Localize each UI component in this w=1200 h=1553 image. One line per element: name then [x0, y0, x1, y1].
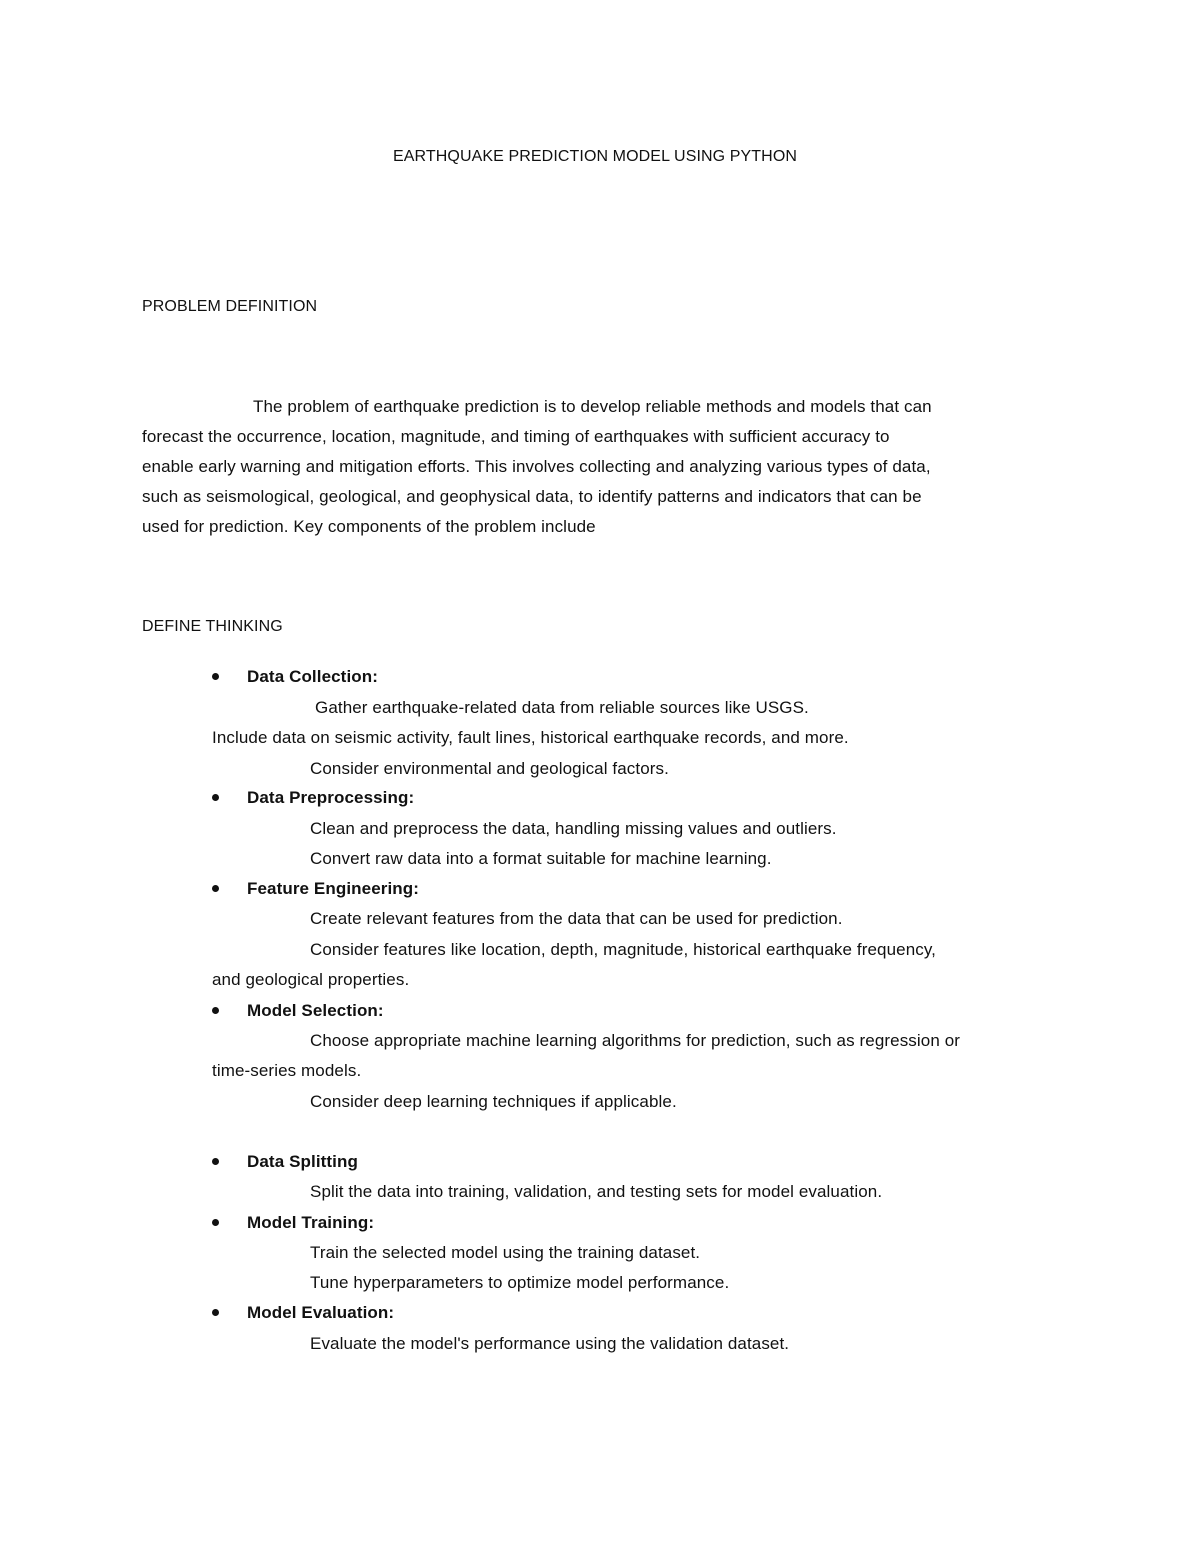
document-title: EARTHQUAKE PREDICTION MODEL USING PYTHON [392, 148, 798, 165]
list-item-label: Model Training: [247, 1213, 375, 1232]
list-item-line: Include data on seismic activity, fault lines, historical earthquake records, and more. [212, 728, 849, 747]
list-item-line: Train the selected model using the training dataset. [310, 1243, 701, 1262]
define-thinking-heading: DEFINE THINKING [142, 618, 283, 635]
list-item-label: Data Collection: [247, 667, 379, 686]
bullet-icon [212, 1158, 219, 1165]
list-item-line: Choose appropriate machine learning algorithms for prediction, such as regression or [310, 1031, 961, 1050]
list-item-label: Feature Engineering: [247, 879, 420, 898]
bullet-icon [212, 1219, 219, 1226]
paragraph-line: used for prediction. Key components of the problem include [142, 517, 596, 536]
bullet-icon [212, 1007, 219, 1014]
bullet-icon [212, 1309, 219, 1316]
list-item-line: Create relevant features from the data that can be used for prediction. [310, 909, 843, 928]
list-item-label: Model Selection: [247, 1001, 384, 1020]
list-item-line: Clean and preprocess the data, handling missing values and outliers. [310, 819, 837, 838]
list-item-line: time-series models. [212, 1061, 362, 1080]
list-item-line: Convert raw data into a format suitable for machine learning. [310, 849, 772, 868]
list-item-label: Data Splitting [247, 1152, 358, 1171]
paragraph-line: forecast the occurrence, location, magnitude, and timing of earthquakes with sufficient accuracy to [142, 427, 890, 446]
list-item-line: Tune hyperparameters to optimize model performance. [310, 1273, 730, 1292]
list-item-line: Consider environmental and geological factors. [310, 759, 669, 778]
list-item-label: Data Preprocessing: [247, 788, 415, 807]
list-item-line: Split the data into training, validation, and testing sets for model evaluation. [310, 1182, 883, 1201]
list-item-line: Gather earthquake-related data from reliable sources like USGS. [315, 698, 809, 717]
paragraph-line: enable early warning and mitigation efforts. This involves collecting and analyzing various types of data, [142, 457, 931, 476]
list-item-line: Consider features like location, depth, magnitude, historical earthquake frequency, [310, 940, 937, 959]
problem-definition-heading: PROBLEM DEFINITION [142, 298, 318, 315]
list-item-label: Model Evaluation: [247, 1303, 395, 1322]
list-item-line: Evaluate the model's performance using the validation dataset. [310, 1334, 790, 1353]
bullet-icon [212, 885, 219, 892]
list-item-line: and geological properties. [212, 970, 410, 989]
bullet-icon [212, 794, 219, 801]
paragraph-line: The problem of earthquake prediction is to develop reliable methods and models that can [253, 397, 932, 416]
list-item-line: Consider deep learning techniques if applicable. [310, 1092, 677, 1111]
bullet-icon [212, 673, 219, 680]
paragraph-line: such as seismological, geological, and geophysical data, to identify patterns and indicators that can be [142, 487, 922, 506]
